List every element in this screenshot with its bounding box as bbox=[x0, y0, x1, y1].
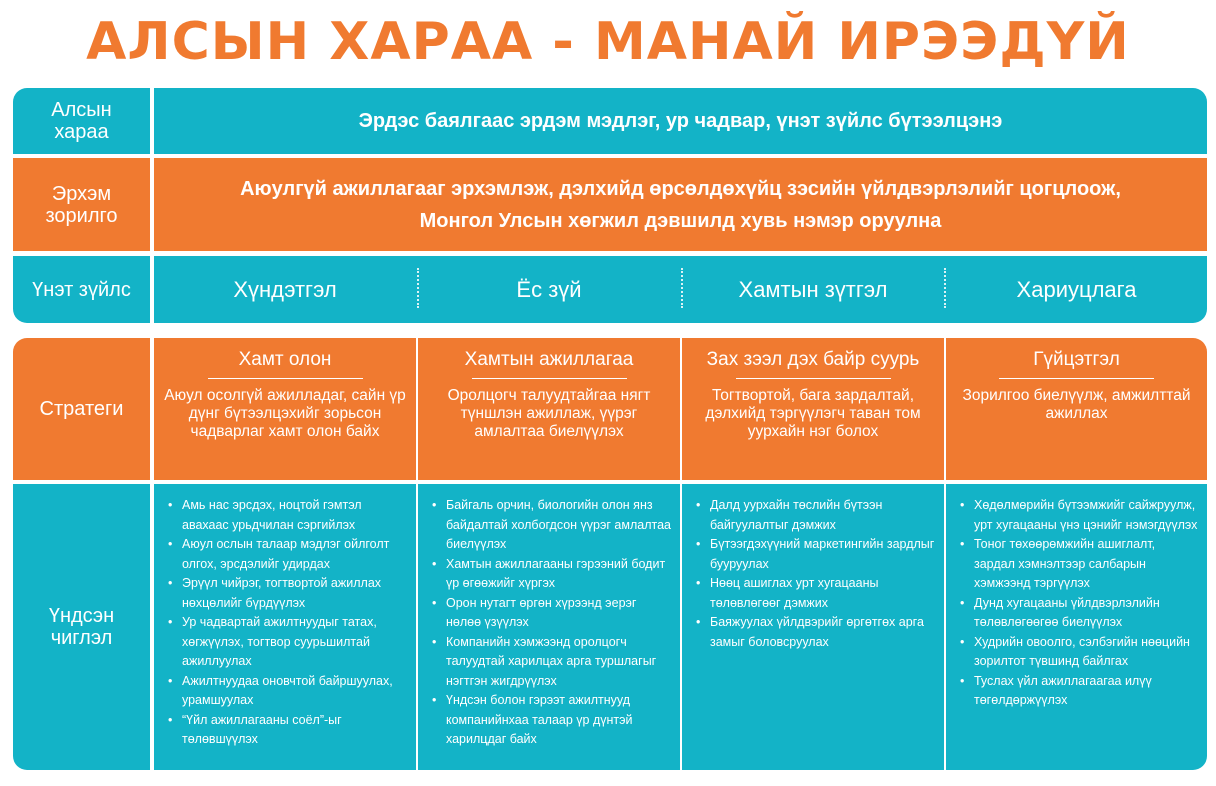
list-item: • Орон нутагт өргөн хүрээнд эерэг нөлөө үзүүлэх bbox=[446, 594, 672, 633]
strategy-card-2 bbox=[418, 338, 680, 480]
list-item: • Аюул ослын талаар мэдлэг ойлголт олгох, эрсдэлийг удирдах bbox=[182, 535, 408, 574]
page-title: АЛСЫН ХАРАА - МАНАЙ ИРЭЭДҮЙ bbox=[86, 12, 1130, 72]
directions-label-line1: Үндсэн bbox=[48, 605, 115, 627]
mission-label-line1: Эрхэм bbox=[51, 182, 112, 205]
strategy-underline bbox=[208, 378, 363, 379]
mission-label bbox=[13, 158, 150, 251]
value-item-1: Хүндэтгэл bbox=[233, 276, 337, 302]
vision-text: Эрдэс баялгаас эрдэм мэдлэг, ур чадвар, үнэт зүйлс бүтээлцэнэ bbox=[154, 88, 1207, 154]
directions-column-1 bbox=[154, 484, 416, 770]
strategy-title: Гүйцэтгэл bbox=[1033, 349, 1120, 370]
list-item: • Худрийн овоолго, сэлбэгийн нөөцийн зорилтот түвшинд байлгах bbox=[974, 633, 1199, 672]
vision-label bbox=[13, 88, 150, 154]
values-divider bbox=[944, 268, 946, 308]
directions-column-2 bbox=[418, 484, 680, 770]
directions-column-4 bbox=[946, 484, 1207, 770]
list-item: • Ур чадвартай ажилтнуудыг татах, хөгжүүлэх, тогтвор суурьшилтай ажиллуулах bbox=[182, 613, 408, 672]
mission-label-line2: зорилго bbox=[45, 204, 118, 227]
strategy-title: Зах зээл дэх байр суурь bbox=[706, 349, 920, 370]
values-label: Үнэт зүйлс bbox=[13, 256, 150, 323]
value-item-4: Хариуцлага bbox=[1016, 276, 1137, 302]
strategy-title: Хамтын ажиллагаа bbox=[464, 349, 634, 370]
list-item: • Баяжуулах үйлдвэрийг өргөтгөх арга замыг боловсруулах bbox=[710, 613, 936, 652]
list-item: • Үндсэн болон гэрээт ажилтнууд компанийнхаа талаар үр дүнтэй харилцдаг байх bbox=[446, 691, 672, 750]
strategy-underline bbox=[472, 378, 627, 379]
strategy-title: Хамт олон bbox=[238, 349, 332, 370]
directions-list bbox=[946, 484, 1207, 711]
directions-label-line2: чиглэл bbox=[50, 627, 113, 649]
list-item: • Амь нас эрсдэх, ноцтой гэмтэл авахаас урьдчилан сэргийлэх bbox=[182, 496, 408, 535]
strategy-card-4 bbox=[946, 338, 1207, 480]
directions-list bbox=[418, 484, 680, 750]
vision-label-line1: Алсын bbox=[51, 99, 112, 121]
list-item: • Дунд хугацааны үйлдвэрлэлийн төлөвлөгөөгөө биелүүлэх bbox=[974, 594, 1199, 633]
list-item: • Нөөц ашиглах урт хугацааны төлөвлөгөөг дэмжих bbox=[710, 574, 936, 613]
list-item: • Байгаль орчин, биологийн олон янз байдалтай холбогдсон үүрэг амлалтаа биелүүлэх bbox=[446, 496, 672, 555]
list-item: • Далд уурхайн төслийн бүтээн байгуулалтыг дэмжих bbox=[710, 496, 936, 535]
values-divider bbox=[417, 268, 419, 308]
list-item: • Компанийн хэмжээнд оролцогч талуудтай харилцах арга туршлагыг нэгтгэн жигдрүүлэх bbox=[446, 633, 672, 692]
list-item: • Хамтын ажиллагааны гэрээний бодит үр өгөөжийг хүргэх bbox=[446, 555, 672, 594]
strategy-card-3 bbox=[682, 338, 944, 480]
value-item-2: Ёс зүй bbox=[516, 276, 582, 302]
strategy-underline bbox=[999, 378, 1154, 379]
mission-line2: Монгол Улсын хөгжил дэвшилд хувь нэмэр оруулна bbox=[419, 209, 942, 232]
list-item: • Хөдөлмөрийн бүтээмжийг сайжруулж, урт хугацааны үнэ цэнийг нэмэгдүүлэх bbox=[974, 496, 1199, 535]
directions-list bbox=[154, 484, 416, 750]
directions-column-3 bbox=[682, 484, 944, 770]
directions-list bbox=[682, 484, 944, 652]
strategy-desc: Зорилгоо биелүүлж, амжилттай ажиллах bbox=[962, 387, 1191, 422]
mission-line1: Аюулгүй ажиллагааг эрхэмлэж, дэлхийд өрсөлдөхүйц зэсийн үйлдвэрлэлийг цогцлоож, bbox=[240, 177, 1121, 200]
strategy-card-1 bbox=[154, 338, 416, 480]
vision-label-line2: хараа bbox=[54, 121, 109, 143]
mission-text bbox=[154, 158, 1207, 251]
strategy-underline bbox=[736, 378, 891, 379]
list-item: • “Үйл ажиллагааны соёл”-ыг төлөвшүүлэх bbox=[182, 711, 408, 750]
directions-label bbox=[13, 484, 150, 770]
list-item: • Эрүүл чийрэг, тогтвортой ажиллах нөхцөлийг бүрдүүлэх bbox=[182, 574, 408, 613]
list-item: • Туслах үйл ажиллагаагаа илүү төгөлдөржүүлэх bbox=[974, 672, 1199, 711]
list-item: • Бүтээгдэхүүний маркетингийн зардлыг бууруулах bbox=[710, 535, 936, 574]
strategy-desc: Тогтвортой, бага зардалтай, дэлхийд тэргүүлэгч таван том уурхайн нэг болох bbox=[705, 387, 921, 440]
values-divider bbox=[681, 268, 683, 308]
list-item: • Тоног төхөөрөмжийн ашиглалт, зардал хэмнэлтээр салбарын хэмжээнд тэргүүлэх bbox=[974, 535, 1199, 594]
strategy-label: Стратеги bbox=[13, 338, 150, 480]
strategy-desc: Оролцогч талуудтайгаа нягт түншлэн ажиллаж, үүрэг амлалтаа биелүүлэх bbox=[447, 387, 651, 440]
list-item: • Ажилтнуудаа оновчтой байршуулах, урамшуулах bbox=[182, 672, 408, 711]
value-item-3: Хамтын зүтгэл bbox=[738, 276, 888, 302]
strategy-desc: Аюул осолгүй ажилладаг, сайн үр дүнг бүтээлцэхийг зорьсон чадварлаг хамт олон байх bbox=[164, 387, 406, 440]
